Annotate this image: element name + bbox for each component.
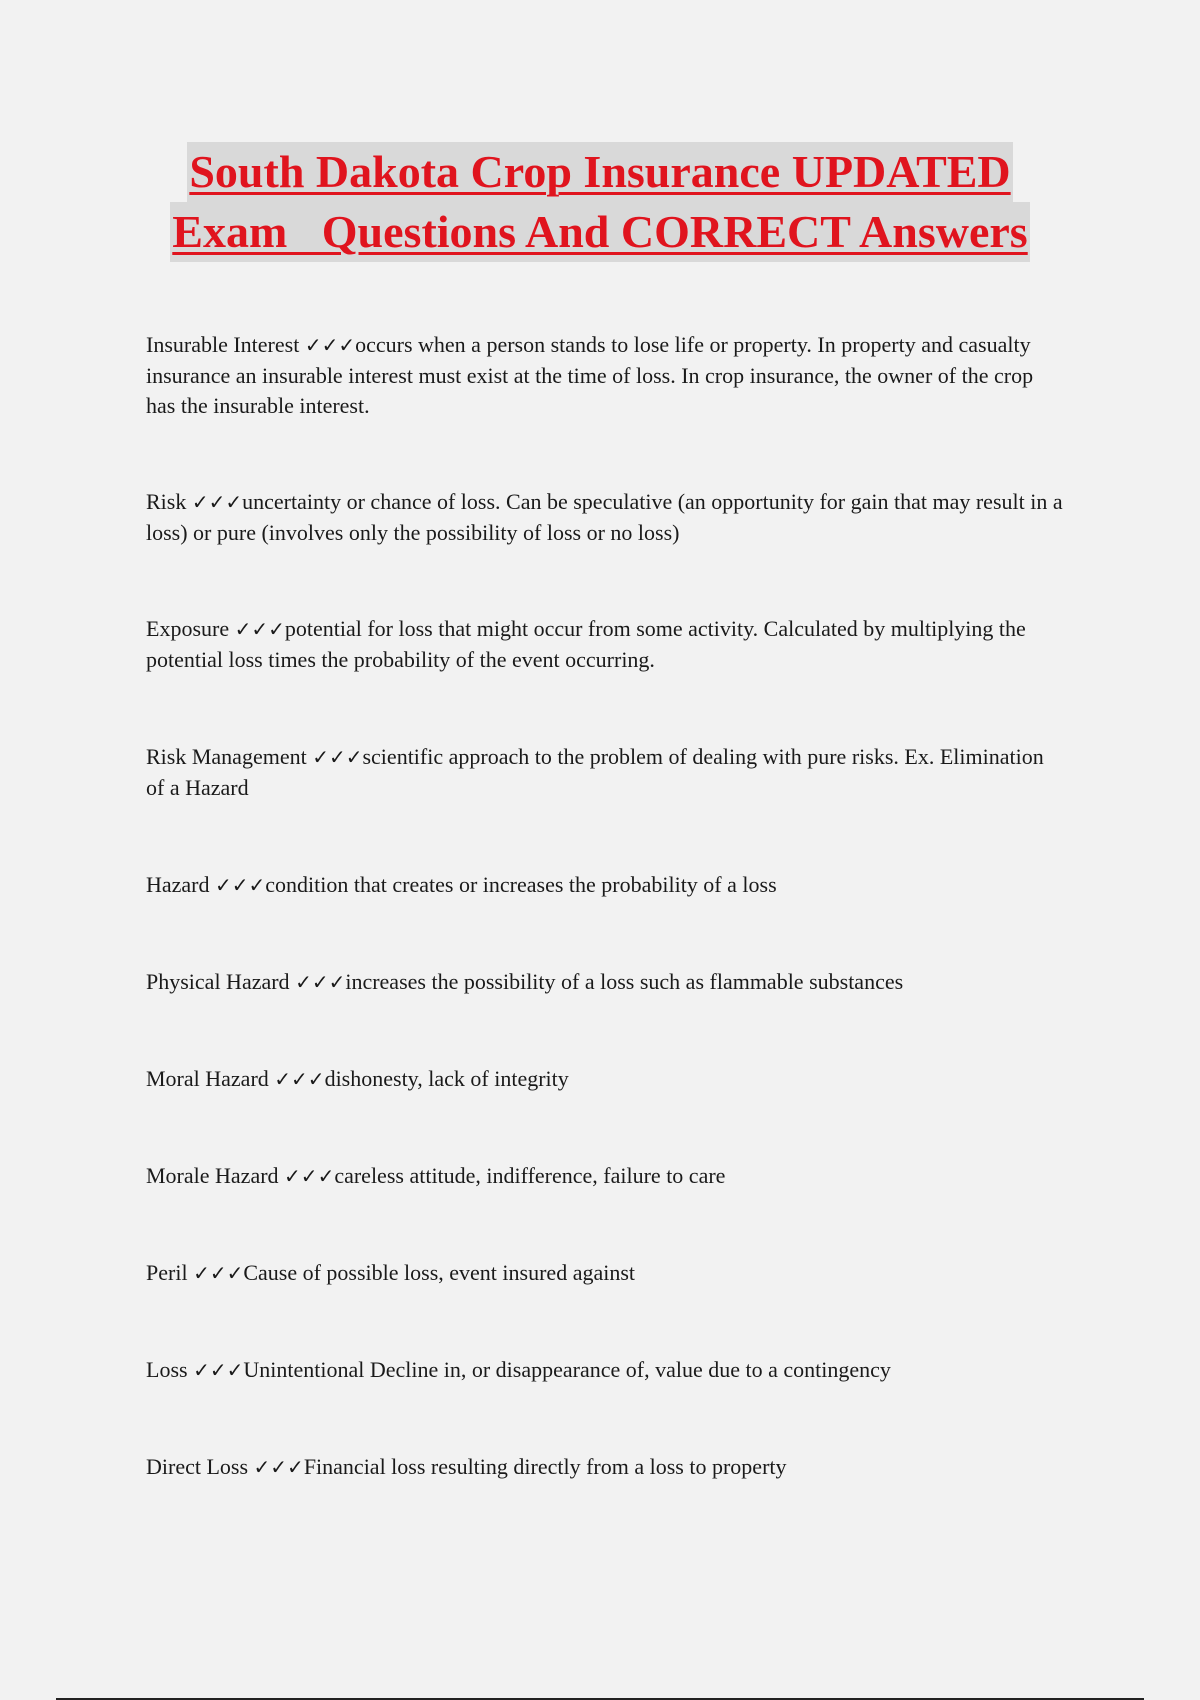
checkmarks-icon: ✓✓✓ — [284, 1164, 335, 1188]
checkmarks-icon: ✓✓✓ — [193, 1261, 244, 1285]
qa-entry — [146, 1161, 1066, 1192]
entry-term: Risk Management — [146, 744, 307, 769]
entry-definition: occurs when a person stands to lose life or property. In property and casualty insurance an insurable interest must exist at the time of loss. In crop insurance, the owner of the crop has the insurable interest. — [146, 332, 1034, 418]
entry-term: Peril — [146, 1260, 188, 1285]
checkmarks-icon: ✓✓✓ — [193, 1358, 244, 1382]
entry-definition: Cause of possible loss, event insured against — [243, 1260, 636, 1285]
entry-definition: increases the possibility of a loss such as flammable substances — [345, 969, 904, 994]
checkmarks-icon: ✓✓✓ — [234, 617, 285, 641]
entry-term: Insurable Interest — [146, 332, 300, 357]
entry-definition: dishonesty, lack of integrity — [324, 1066, 569, 1091]
entry-term: Physical Hazard — [146, 969, 290, 994]
qa-entry — [146, 614, 1066, 675]
page-title — [0, 142, 1200, 262]
qa-entry — [146, 1452, 1066, 1483]
qa-entry — [146, 967, 1066, 998]
entry-term: Hazard — [146, 872, 210, 897]
title-line-1: South Dakota Crop Insurance UPDATED — [187, 142, 1012, 202]
entry-definition: Unintentional Decline in, or disappearance of, value due to a contingency — [243, 1357, 891, 1382]
entry-definition: careless attitude, indifference, failure to care — [334, 1163, 726, 1188]
checkmarks-icon: ✓✓✓ — [295, 970, 346, 994]
qa-entry — [146, 1355, 1066, 1386]
entry-definition: Financial loss resulting directly from a loss to property — [303, 1454, 787, 1479]
title-line-2: Exam Questions And CORRECT Answers — [170, 202, 1029, 262]
entry-definition: scientific approach to the problem of dealing with pure risks. Ex. Elimination of a Hazard — [146, 744, 1044, 800]
entry-term: Loss — [146, 1357, 188, 1382]
entry-term: Moral Hazard — [146, 1066, 269, 1091]
entry-definition: uncertainty or chance of loss. Can be speculative (an opportunity for gain that may result in a loss) or pure (involves only the possibility of loss or no loss) — [146, 489, 1063, 545]
entry-term: Direct Loss — [146, 1454, 249, 1479]
qa-entry — [146, 487, 1066, 548]
checkmarks-icon: ✓✓✓ — [253, 1455, 304, 1479]
entry-term: Morale Hazard — [146, 1163, 279, 1188]
entry-definition: potential for loss that might occur from some activity. Calculated by multiplying the potential loss times the probability of the event occurring. — [146, 616, 1026, 672]
entry-definition: condition that creates or increases the probability of a loss — [265, 872, 777, 897]
checkmarks-icon: ✓✓✓ — [215, 873, 266, 897]
qa-entry — [146, 870, 1066, 901]
checkmarks-icon: ✓✓✓ — [312, 745, 363, 769]
entry-term: Risk — [146, 489, 187, 514]
checkmarks-icon: ✓✓✓ — [304, 333, 356, 357]
checkmarks-icon: ✓✓✓ — [274, 1067, 325, 1091]
entry-term: Exposure — [146, 616, 230, 641]
checkmarks-icon: ✓✓✓ — [191, 490, 243, 514]
qa-entry — [146, 1064, 1066, 1095]
qa-entry — [146, 330, 1066, 422]
qa-entry — [146, 742, 1066, 803]
qa-entry — [146, 1258, 1066, 1289]
